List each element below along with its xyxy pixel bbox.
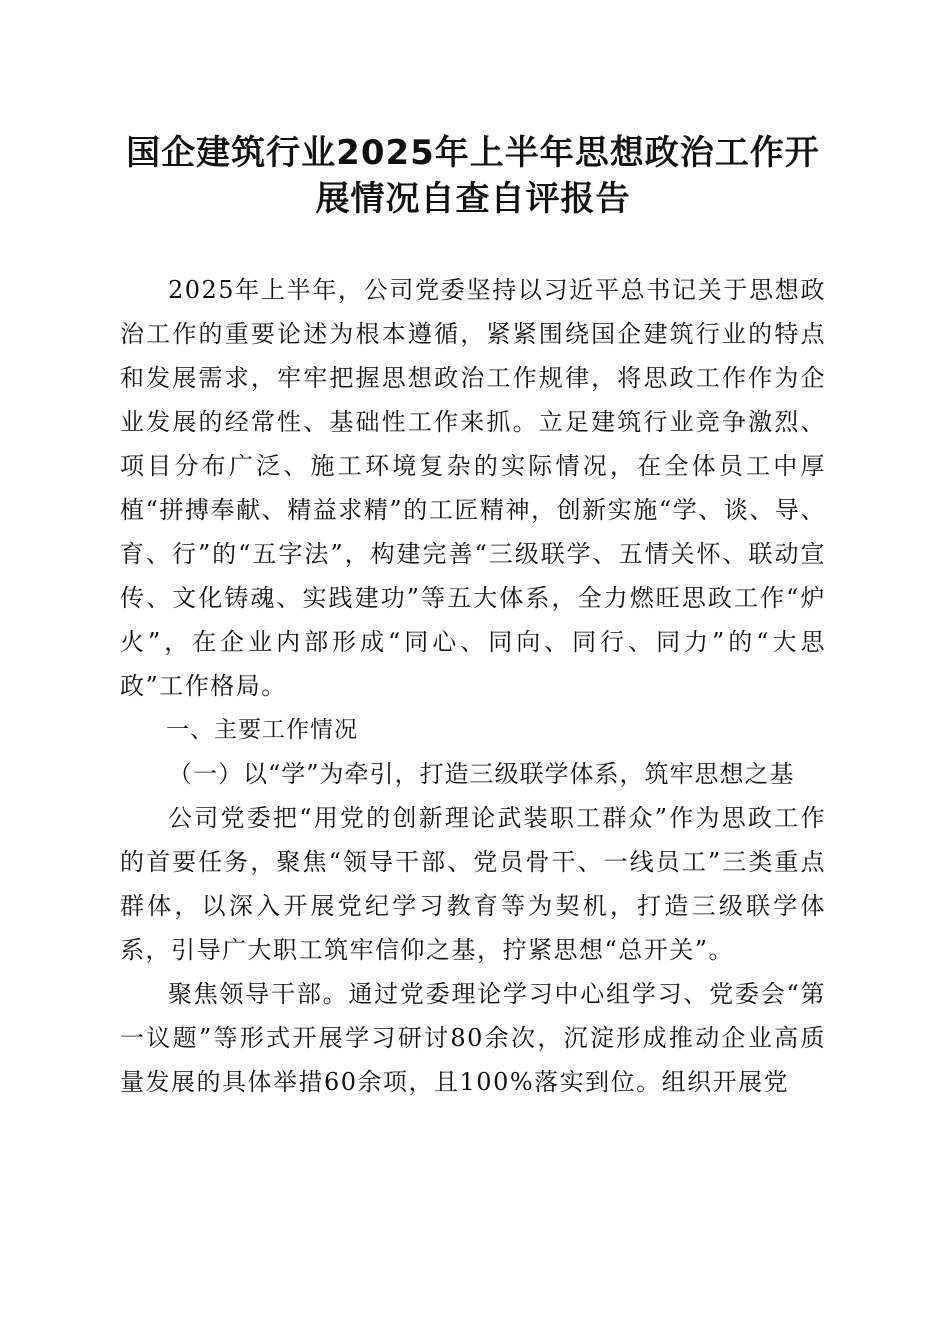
body-paragraph: 聚焦领导干部。通过党委理论学习中心组学习、党委会“第一议题”等形式开展学习研讨80余次，沉淀形成推动企业高质量发展的具体举措60余项，且100%落实到位。组织开展党 xyxy=(120,980,826,1096)
section-heading: 一、主要工作情况 xyxy=(166,717,358,743)
document-title: 国企建筑行业2025年上半年思想政治工作开展情况自查自评报告 xyxy=(126,133,820,219)
body-paragraph: 公司党委把“用党的创新理论武装职工群众”作为思政工作的首要任务，聚焦“领导干部、党员骨干、一线员工”三类重点群体，以深入开展党纪学习教育等为契机，打造三级联学体系，引导广大职工筑牢信仰之基，拧紧思想“总开关”。 xyxy=(120,804,826,964)
intro-paragraph: 2025年上半年，公司党委坚持以习近平总书记关于思想政治工作的重要论述为根本遵循，紧紧围绕国企建筑行业的特点和发展需求，牢牢把握思想政治工作规律，将思政工作作为企业发展的经常性、基础性工作来抓。立足建筑行业竞争激烈、项目分布广泛、施工环境复杂的实际情况，在全体员工中厚植“拼搏奉献、精益求精”的工匠精神，创新实施“学、谈、导、育、行”的“五字法”，构建完善“三级联学、五情关怀、联动宣传、文化铸魂、实践建功”等五大体系，全力燃旺思政工作“炉火”，在企业内部形成“同心、同向、同行、同力”的“大思政”工作格局。 xyxy=(120,276,826,700)
subsection-heading: （一）以“学”为牵引，打造三级联学体系，筑牢思想之基 xyxy=(168,760,795,788)
